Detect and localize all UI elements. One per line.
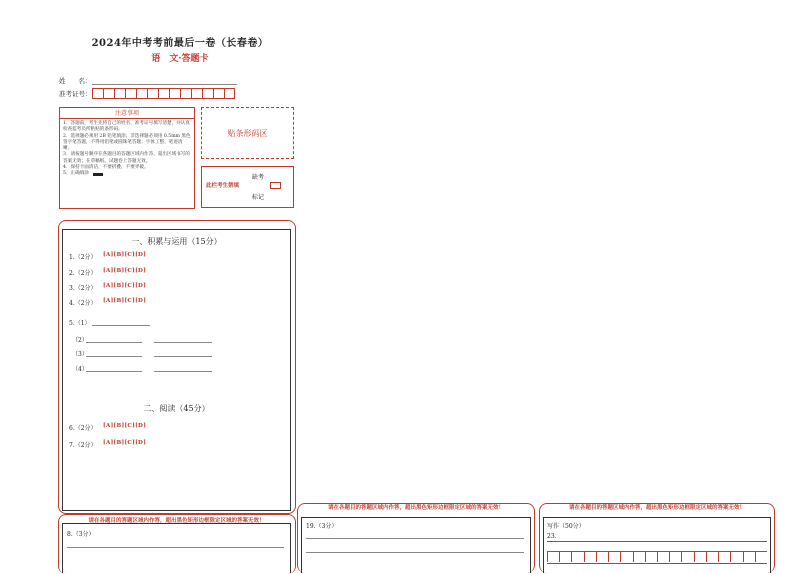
q7-options[interactable]: [A][B][C][D] <box>103 440 147 446</box>
notice-item: 4．保持卡面清洁，不要折叠、不要弄破。 <box>63 165 149 171</box>
warning-text: 请在各题目的答题区域内作答，超出黑色矩形边框限定区域的答案无效！ <box>568 505 745 511</box>
q6-options[interactable]: [A][B][C][D] <box>103 423 147 429</box>
composition-grid-line <box>547 541 767 542</box>
q5-part-label: （4） <box>72 366 88 373</box>
q4-options[interactable]: [A][B][C][D] <box>103 298 147 304</box>
page-title: 2024年中考考前最后一卷（长春卷） <box>91 38 269 49</box>
q4-label: 4.（2分） <box>69 300 97 307</box>
exam-no-boxes[interactable] <box>92 88 235 99</box>
section2-title: 二、阅读（45分） <box>143 404 210 413</box>
answer-area-2[interactable] <box>62 523 291 573</box>
q5-part-label: （2） <box>72 337 88 344</box>
q8-answer-line[interactable] <box>67 547 284 548</box>
notice-title: 注意事项 <box>60 108 194 119</box>
q5-answer-line[interactable] <box>154 342 212 343</box>
barcode-label: 贴条形码区 <box>227 128 268 138</box>
notice-item: 2．选择题必须用 2B 铅笔填涂；非选择题必须用 0.5mm 黑色签字笔答题，不得用铅笔或圆珠笔答题；字体工整、笔迹清晰。 <box>63 133 191 152</box>
notice-item: 1．答题前，考生先将自己的姓名，准考证号填写清楚，并认真检查监考员所粘贴的条形码。 <box>63 121 190 133</box>
absent-label-top: 缺考 <box>252 174 265 181</box>
q6-label: 6.（2分） <box>69 425 97 432</box>
absent-box <box>201 166 294 208</box>
q2-label: 2.（2分） <box>69 270 97 277</box>
q7-label: 7.（2分） <box>69 442 97 449</box>
q5-answer-line[interactable] <box>86 356 142 357</box>
absent-label-bottom: 标记 <box>252 194 265 201</box>
filled-sample-mark <box>93 173 103 176</box>
composition-grid[interactable] <box>547 551 767 564</box>
name-label: 姓 名： <box>59 77 92 85</box>
q5-answer-line[interactable] <box>92 325 150 326</box>
q5-answer-line[interactable] <box>154 356 212 357</box>
page-subtitle: 语 文·答题卡 <box>151 54 209 64</box>
q8-label: 8.（3分） <box>67 531 95 538</box>
q19-label: 19.（3分） <box>306 523 338 530</box>
q3-label: 3.（2分） <box>69 285 97 292</box>
q5-answer-line[interactable] <box>86 371 142 372</box>
writing-title: 写作（50分） <box>547 523 585 530</box>
notice-item: 3．请按题号顺序在各题目的答题区域内作答，超出区域书写的答案无效；在草稿纸、试题卷上答题无效。 <box>63 152 190 164</box>
q2-options[interactable]: [A][B][C][D] <box>103 268 147 274</box>
notice-box <box>59 107 195 209</box>
barcode-area <box>201 107 294 159</box>
section1-title: 一、积累与运用（15分） <box>131 237 222 246</box>
q5-answer-line[interactable] <box>154 371 212 372</box>
q5-part-label: （3） <box>72 351 88 358</box>
notice-item: 5．正确填涂 <box>63 171 89 177</box>
q23-label: 23. <box>547 533 557 540</box>
q1-label: 1.（2分） <box>69 254 97 261</box>
q3-options[interactable]: [A][B][C][D] <box>103 283 147 289</box>
q1-options[interactable]: [A][B][C][D] <box>103 252 147 258</box>
q19-answer-line[interactable] <box>306 552 524 553</box>
warning-text: 请在各题目的答题区域内作答，超出黑色矩形边框限定区域的答案无效！ <box>327 505 504 511</box>
name-field[interactable] <box>92 84 237 85</box>
warning-text: 请在各题目的答题区域内作答，超出黑色矩形边框限定区域的答案无效！ <box>88 518 265 524</box>
absent-note: 此栏考生禁填 <box>206 183 240 189</box>
exam-no-label: 准考证号： <box>59 90 92 98</box>
q5-label: 5.（1） <box>69 320 91 327</box>
q5-answer-line[interactable] <box>86 342 142 343</box>
absent-checkbox[interactable] <box>270 182 281 189</box>
q19-answer-line[interactable] <box>306 538 524 539</box>
